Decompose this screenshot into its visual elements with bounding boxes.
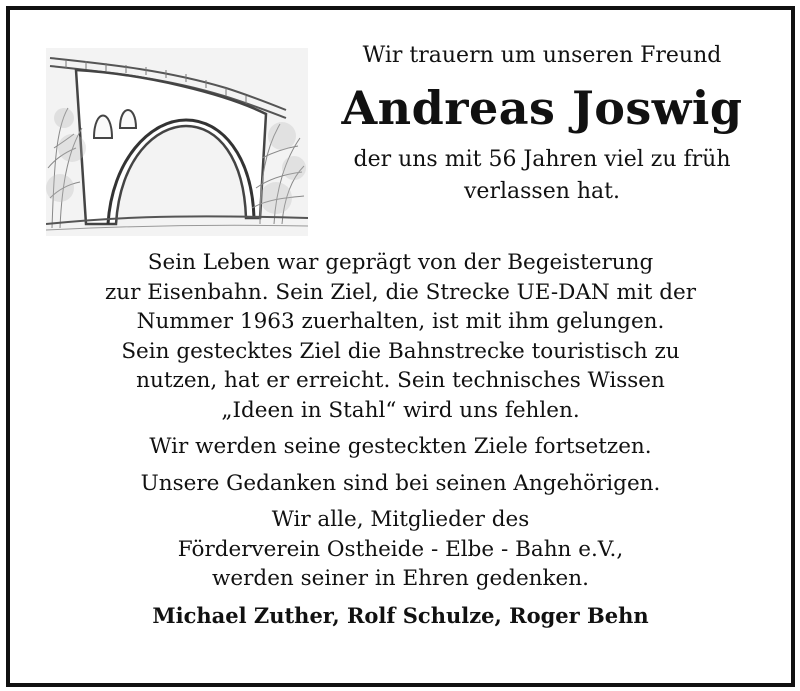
signatories: Michael Zuther, Rolf Schulze, Roger Behn [152, 602, 649, 628]
members-line-2: Förderverein Ostheide - Elbe - Bahn e.V., [177, 536, 624, 562]
tribute-paragraph [10, 248, 791, 425]
tribute-line: „Ideen in Stahl“ wird uns fehlen. [221, 397, 580, 423]
age-line-1: der uns mit 56 Jahren viel zu früh [353, 147, 731, 172]
tribute-text [10, 248, 791, 630]
deceased-name: Andreas Joswig [341, 81, 743, 135]
tribute-line: Sein Leben war geprägt von der Begeisterung [147, 250, 654, 275]
members-line-1: Wir alle, Mitglieder des [271, 507, 530, 532]
continue-line: Wir werden seine gesteckten Ziele fortsetzen. [149, 434, 652, 459]
tribute-line: Sein gestecktes Ziel die Bahnstrecke touristisch zu [121, 338, 680, 364]
intro-line: Wir trauern um unseren Freund [362, 43, 722, 68]
obituary-card [6, 6, 795, 687]
thoughts-line: Unsere Gedanken sind bei seinen Angehörigen. [140, 470, 661, 496]
age-line-2: verlassen hat. [464, 179, 620, 204]
tribute-line: nutzen, hat er erreicht. Sein technisches Wissen [136, 368, 665, 393]
railway-viaduct-sketch-icon [46, 48, 308, 236]
tribute-line: Nummer 1963 zuerhalten, ist mit ihm gelungen. [136, 309, 665, 334]
tribute-line: zur Eisenbahn. Sein Ziel, die Strecke UE-DAN mit der [104, 279, 697, 305]
members-line-3: werden seiner in Ehren gedenken. [212, 566, 589, 591]
header-text [322, 40, 762, 208]
